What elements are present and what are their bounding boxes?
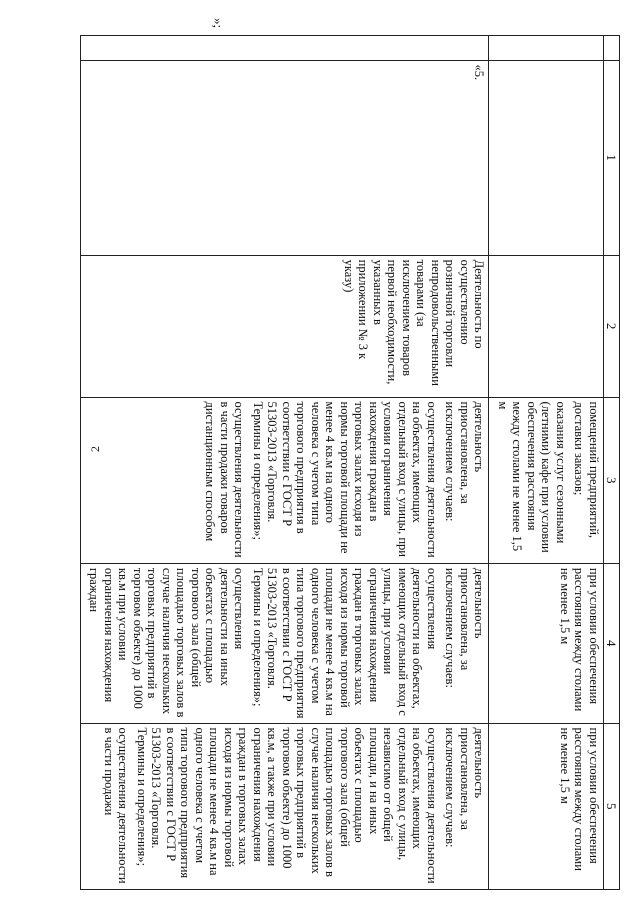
row2-col4 [80,563,489,723]
row2-col5-p2: осуществления деятельности на объектах, имеющих отдельный вход с улицы, независимо от общей площади, и на иных объектах с площадью торгового зала (общей площадью торговых залов в случае наличия нескольких торговых предприятий в торговом объекте) до 1000 кв.м, а также при условии ограничения нахождения граждан в торговых залах исходя из нормы торговой площади не менее 4 кв.м на одного человека с учетом типа торгового предприятия в соответствии с ГОСТ Р 51303-2013 «Торговля. Термины и определения»; [134,727,439,884]
row2-col5 [80,723,489,889]
row2-col4-p1: деятельность приостановлена, за исключением случаев: [443,567,487,688]
row2-name: Деятельность по осуществлению розничной торговли непродовольственными товарами (за исключением товаров первой необходимости, указанных в приложении № 3 к указу) [80,255,489,397]
header-col-5: 5 [603,723,619,889]
page-number: 2 [88,446,102,452]
header-col-4: 4 [603,563,619,723]
rotated-table-page [87,35,620,890]
row1-col5-p1: при условии обеспечения расстояния между столами не менее 1,5 м [557,727,601,871]
row1-col4-p1: при условии обеспечения расстояния между столами не менее 1,5 м [557,567,601,712]
row2-col4-p2: осуществления деятельности на объектах, имеющих отдельный вход с улицы, при условии ограничения нахождения граждан в торговых залах исходя из нормы торговой площади не менее 4 кв.м на одного человека с учетом типа торгового предприятия в соответствии с ГОСТ Р 51303-2013 «Торговля. Термины и определения»; [250,567,439,719]
row1-col3-p1: помещений предприятий, доставки заказов; [572,401,601,539]
row2-col5-p1: деятельность приостановлена, за исключением случаев: [443,727,487,848]
trailing-quote-mark: »; [211,18,226,29]
header-gutter [603,36,619,61]
row1-col4 [489,563,604,723]
row1-gutter [489,36,604,61]
row1-col3 [489,397,604,563]
row1-col3-p2: оказания услуг сезонными (летними) кафе при условии обеспечения расстояния между столами не менее 1,5 м [495,401,568,553]
row1-num [489,60,604,255]
row1-name [489,255,604,397]
row2-col3-p1: деятельность приостановлена, за исключением случаев: [443,401,487,522]
regulation-table [80,35,620,890]
row2-num: «5. [80,60,489,255]
row2-col5-p3: осуществления деятельности в части продажи [101,727,131,884]
row1-col5 [489,723,604,889]
row2-col4-p3: осуществления деятельности на иных объектах с площадью торгового зала (общей площадью торговых залов в случае наличия нескольких торговых предприятий в торговом объекте) до 1000 кв.м при условии ограничения нахождения граждан [87,567,247,718]
header-col-1: 1 [603,60,619,255]
table-header-row [603,36,619,890]
header-col-3: 3 [603,397,619,563]
table-row [489,36,604,890]
row2-col3-p3: осуществления деятельности в части продажи товаров дистанционным способом [203,401,247,558]
header-col-2: 2 [603,255,619,397]
row2-col3-p2: осуществления деятельности на объектах, имеющих отдельный вход с улицы, при условии ограничения нахождения граждан в торговых залах исходя из нормы торговой площади не менее 4 кв.м на одного человека с учетом типа торгового предприятия в соответствии с ГОСТ Р 51303-2013 «Торговля. Термины и определения»; [250,401,439,558]
table-row [80,36,489,890]
row2-col3 [80,397,489,563]
row2-gutter [80,36,489,61]
